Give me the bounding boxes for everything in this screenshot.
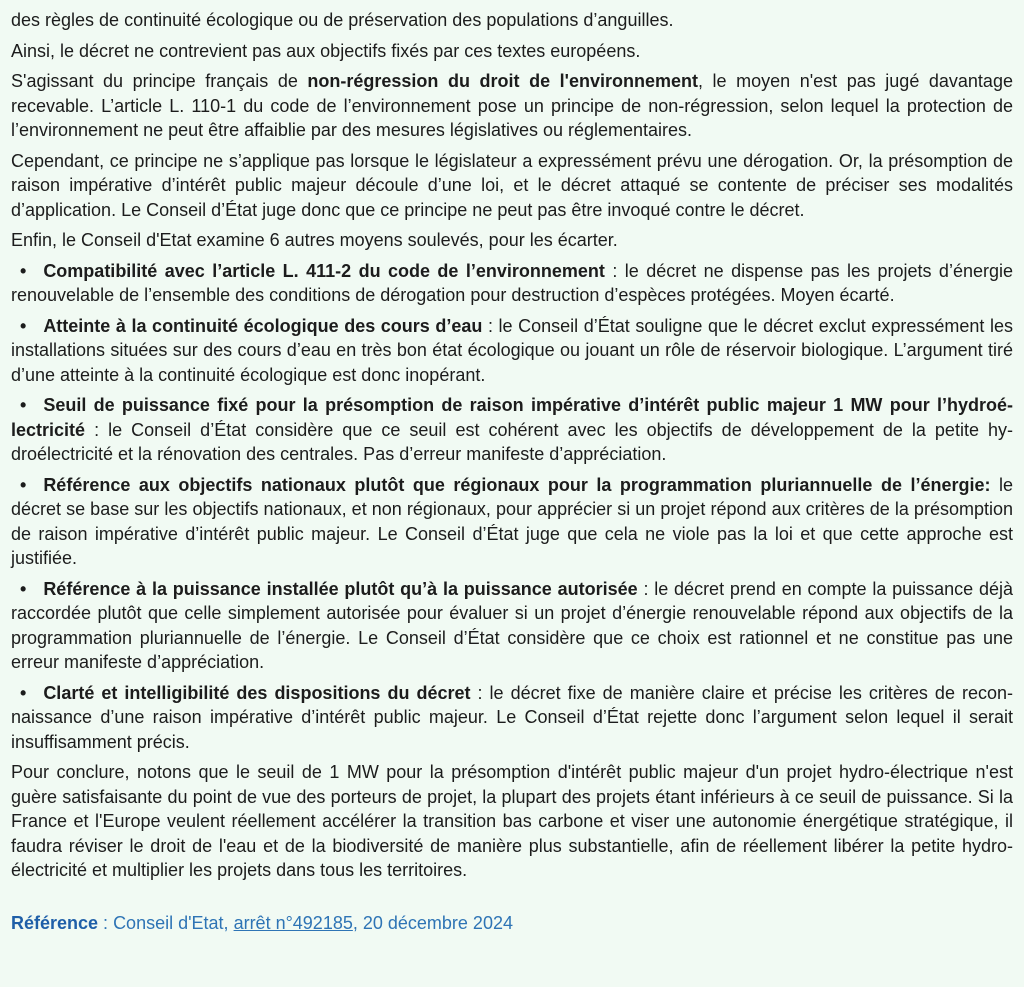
bullet-item-puissance-installee: [11, 577, 1013, 675]
paragraph-anguilles: des règles de continuité écologique ou de préservation des populations d’anguilles.: [11, 10, 674, 30]
paragraph-ainsi: Ainsi, le décret ne contrevient pas aux objectifs fixés par ces textes européens.: [11, 40, 641, 61]
bullet-item-compatibilite: [11, 259, 1013, 308]
bullet-icon: •: [20, 260, 27, 281]
reference-label: Référence: [11, 912, 99, 933]
bullet-heading: Référence aux objectifs nationaux plutôt que régionaux pour la programmation pluriannuelle de l’énergie:: [43, 474, 991, 495]
bullet-icon: •: [20, 682, 27, 703]
paragraph-conclusion: Pour conclure, notons que le seuil de 1 MW pour la présomption d'intérêt public majeur d'un projet hydro-électrique n'est guère satisfaisante du point de vue des porteurs de projet, la plupart des projets étant inférieurs à ce seuil de puissance. Si la France et l'Europe veulent réellement accélérer la transition bas carbone et viser une autonomie énergétique stratégique, il faudra réviser le droit de l'eau et de la biodiversité de manière plus substantielle, afin de réellement libérer la petite hydro-électricité et multiplier les projets dans tous les territoires.: [11, 762, 1013, 880]
bullet-text: : le décret prend en compte la puissance déjà raccordée plutôt que celle simplement autorisée pour évaluer si un projet d’énergie renouvelable répond aux objectifs de la programmation pluriannuelle de l’énergie. Le Conseil d’État considère que ce choix est rationnel et ne constitue pas une erreur manifeste d’appréciation.: [11, 578, 1014, 672]
bullet-text: : le Conseil d’État souligne que le décret exclut expressément les installations situées sur des cours d’eau en très bon état écologique ou jouant un rôle de réservoir biologique. L’argument tiré d’une atteinte à la continuité écologique est donc inopérant.: [11, 315, 1013, 385]
reference-line: [11, 911, 1013, 936]
bullet-icon: •: [20, 474, 27, 495]
bullet-heading: Atteinte à la continuité écologique des cours d’eau: [43, 315, 483, 336]
reference-separator: :: [98, 912, 114, 933]
bullet-text: le décret se base sur les objectifs nationaux, et non régionaux, pour apprécier si un projet répond aux critères de la présomption de raison impérative d’intérêt public majeur. Le Conseil d’État juge que cela ne viole pas la loi et que cette approche est justifiée.: [11, 474, 1013, 568]
bullet-item-objectifs-nationaux: [11, 473, 1013, 571]
bullet-heading: Compatibilité avec l’article L. 411-2 du code de l’environnement: [43, 260, 605, 281]
bold-non-regression: non-régression du droit de l'environnement: [307, 71, 698, 91]
bullet-icon: •: [20, 395, 27, 415]
bullet-text: : le décret ne dispense pas les projets d’énergie renouvelable de l’ensemble des conditions de dérogation pour destruction d’espèces protégées. Moyen écarté.: [11, 260, 1013, 305]
bullet-icon: •: [20, 315, 27, 336]
paragraph-text: S'agissant du principe français de: [11, 71, 308, 91]
bullet-item-seuil-puissance: [11, 393, 1013, 467]
bullet-heading: Seuil de puissance fixé pour la présomption de raison impérative d’intérêt public majeur 1 MW pour l’hydroélectricité: [11, 395, 1013, 440]
paragraph-text: , le moyen n'est pas jugé davantage recevable. L’article L. 110-1 du code de l’environnement pose un principe de non-régression, selon lequel la protection de l’environnement ne peut être affaiblie par des mesures législatives ou réglementaires.: [11, 71, 1013, 140]
bullet-text: : le décret fixe de manière claire et précise les critères de reconnaissance d’une raison impérative d’intérêt public majeur. Le Conseil d’État rejette donc l’argument selon lequel il serait insuffisamment précis.: [11, 682, 1014, 752]
bullet-item-continuite: [11, 314, 1013, 388]
bullet-heading: Clarté et intelligibilité des dispositions du décret: [43, 682, 471, 703]
bullet-item-clarte: [11, 681, 1013, 755]
reference-date: , 20 décembre 2024: [352, 912, 513, 933]
bullet-text: : le Conseil d’État considère que ce seuil est cohérent avec les objectifs de développement de la petite hydroélectricité et la rénovation des centrales. Pas d’erreur manifeste d’appréciation.: [11, 419, 1013, 464]
arret-492185-link[interactable]: arrêt n°492185: [233, 912, 353, 933]
paragraph-cependant: Cependant, ce principe ne s’applique pas lorsque le législateur a expressément prévu une dérogation. Or, la présomption de raison impérative d’intérêt public majeur découle d’une loi, et le décret attaqué se contente de préciser ses modalités d’application. Le Conseil d’État juge donc que ce principe ne peut pas être invoqué contre le décret.: [11, 150, 1013, 220]
bullet-icon: •: [20, 578, 27, 599]
reference-text: Conseil d'Etat,: [113, 912, 234, 933]
paragraph-enfin: Enfin, le Conseil d'Etat examine 6 autres moyens soulevés, pour les écarter.: [11, 230, 618, 250]
paragraph-non-regression: [11, 69, 1013, 143]
bullet-heading: Référence à la puissance installée plutôt qu’à la puissance autorisée: [43, 578, 638, 599]
